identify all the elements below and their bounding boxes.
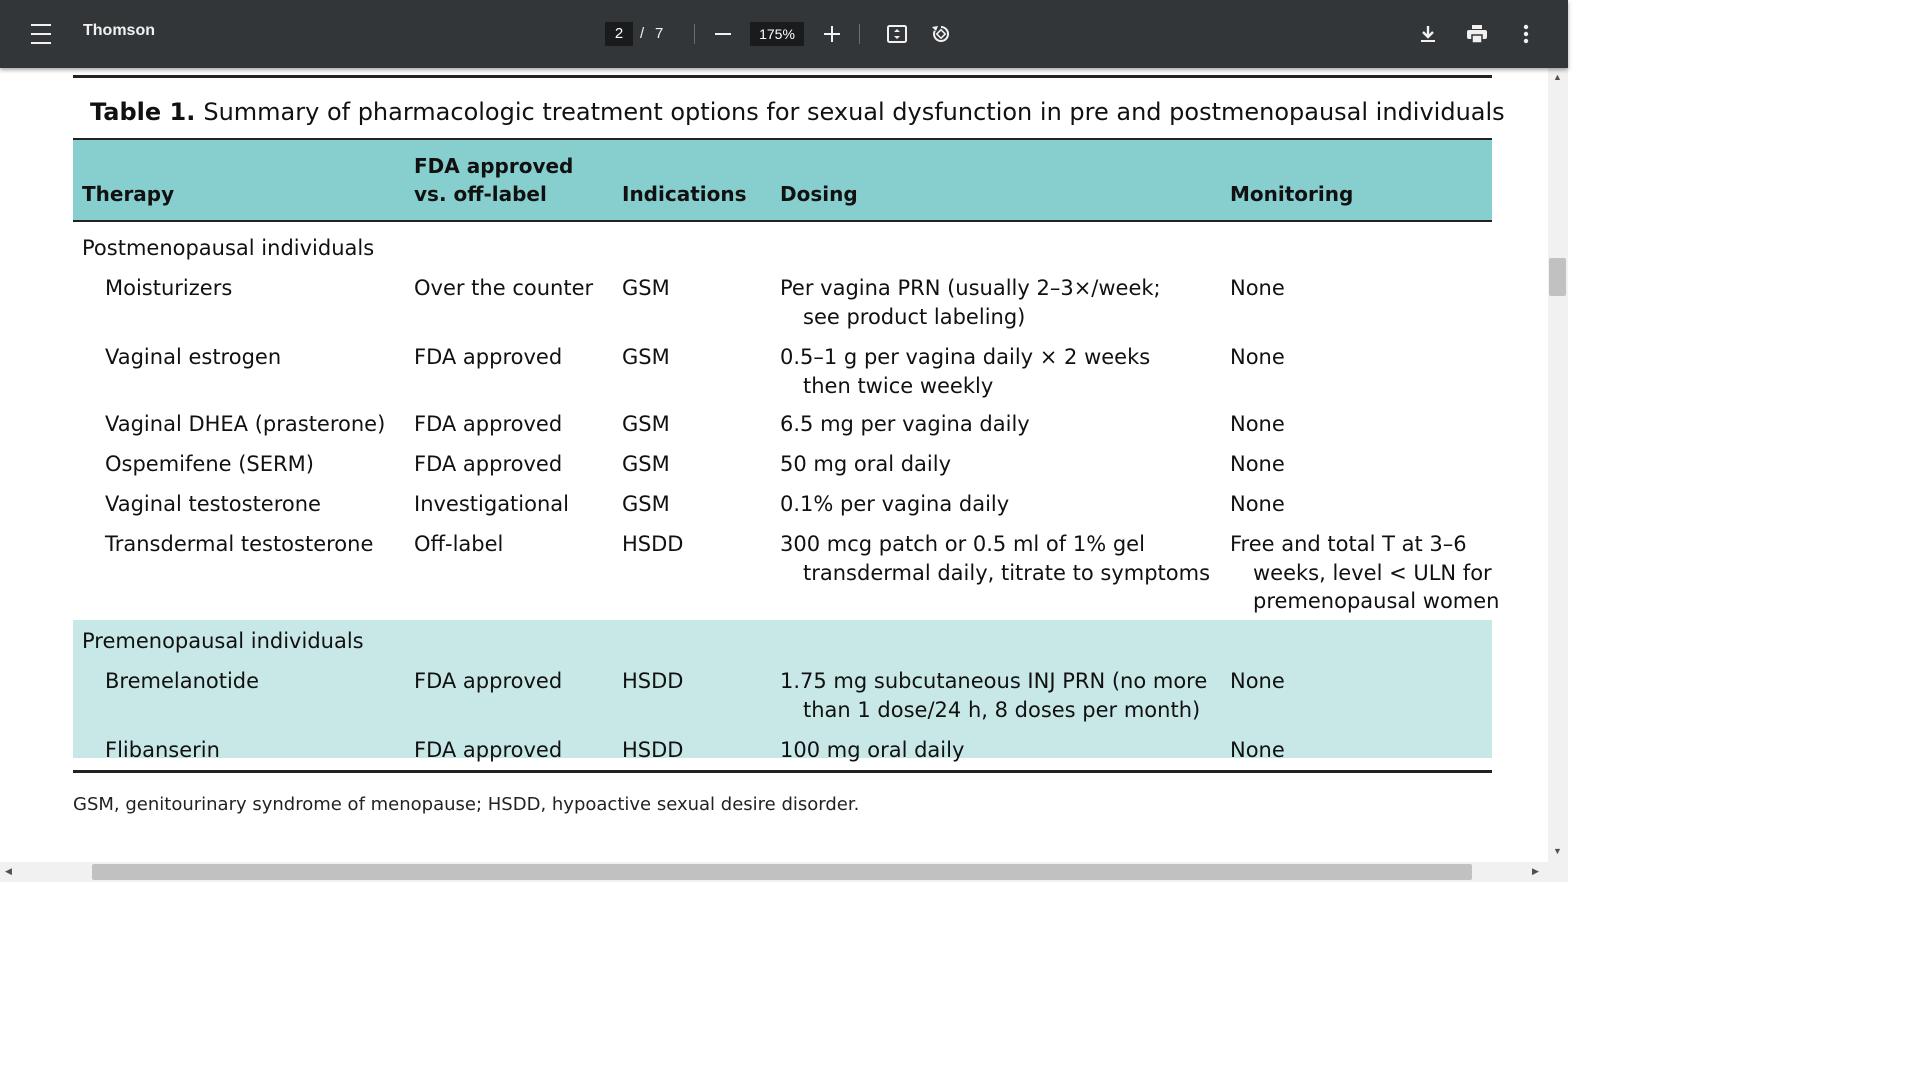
table-row-therapy: Vaginal estrogen xyxy=(105,345,282,369)
table-row-monitoring xyxy=(1230,530,1500,616)
table-footnote: GSM, genitourinary syndrome of menopause; HSDD, hypoactive sexual desire disorder. xyxy=(73,794,860,815)
table-row-indication: GSM xyxy=(622,345,670,369)
table-row-monitoring: None xyxy=(1230,492,1285,516)
table-caption xyxy=(90,98,1505,126)
horizontal-scroll-thumb[interactable] xyxy=(92,864,1472,880)
header-fda-line2: vs. off-label xyxy=(414,182,547,206)
table-row-dosing xyxy=(780,667,1207,724)
vertical-scroll-thumb[interactable] xyxy=(1549,258,1566,296)
table-row-dosing: 100 mg oral daily xyxy=(780,738,965,762)
header-fda-line1: FDA approved xyxy=(414,154,574,178)
scroll-down-arrow-icon[interactable]: ▼ xyxy=(1553,846,1562,856)
section-title: Postmenopausal individuals xyxy=(82,236,375,260)
table-row-indication: HSDD xyxy=(622,669,684,693)
table-bottom-rule xyxy=(73,770,1492,773)
table-row-dosing: 50 mg oral daily xyxy=(780,452,952,476)
zoom-in-icon[interactable] xyxy=(820,24,844,44)
monitoring-line: weeks, level < ULN for xyxy=(1253,560,1492,585)
pdf-toolbar xyxy=(0,0,1568,68)
table-row-fda: FDA approved xyxy=(414,345,563,369)
table-row-monitoring: None xyxy=(1230,738,1285,762)
table-row-therapy: Transdermal testosterone xyxy=(105,532,374,556)
table-row-therapy: Flibanserin xyxy=(105,738,220,762)
table-row-dosing xyxy=(780,530,1210,587)
table-row-indication: HSDD xyxy=(622,532,684,556)
monitoring-line: premenopausal women xyxy=(1253,589,1500,613)
fit-page-icon[interactable] xyxy=(884,22,910,46)
table-row-dosing xyxy=(780,274,1161,331)
dosing-line: 1.75 mg subcutaneous INJ PRN (no more xyxy=(780,669,1208,693)
header-dosing: Dosing xyxy=(780,182,858,206)
table-row-indication: HSDD xyxy=(622,738,684,762)
document-title: Thomson xyxy=(83,22,155,39)
dosing-line: see product labeling) xyxy=(803,304,1026,329)
table-row-therapy: Moisturizers xyxy=(105,276,233,300)
table-row-fda: Investigational xyxy=(414,492,569,516)
table-row-dosing: 0.1% per vagina daily xyxy=(780,492,1010,516)
pdf-page xyxy=(0,68,1548,862)
table-row-indication: GSM xyxy=(622,276,670,300)
table-row-monitoring: None xyxy=(1230,669,1285,693)
zoom-out-icon[interactable] xyxy=(711,24,735,44)
more-vert-icon[interactable] xyxy=(1514,22,1538,46)
dosing-line: then twice weekly xyxy=(803,373,994,398)
toolbar-divider xyxy=(859,24,860,44)
header-fda xyxy=(414,152,573,208)
download-icon[interactable] xyxy=(1416,22,1440,46)
table-row-fda: FDA approved xyxy=(414,738,563,762)
table-row-fda: FDA approved xyxy=(414,452,563,476)
table-row-indication: GSM xyxy=(622,452,670,476)
table-row-monitoring: None xyxy=(1230,276,1285,300)
table-row-fda: Over the counter xyxy=(414,276,594,300)
table-row-dosing: 6.5 mg per vagina daily xyxy=(780,412,1030,436)
dosing-line: transdermal daily, titrate to symptoms xyxy=(803,560,1211,585)
scroll-up-arrow-icon[interactable]: ▲ xyxy=(1553,72,1562,82)
dosing-line: 0.5–1 g per vagina daily × 2 weeks xyxy=(780,345,1151,369)
table-row-monitoring: None xyxy=(1230,412,1285,436)
table-caption-text: Summary of pharmacologic treatment options for sexual dysfunction in pre and postmenopausal individuals xyxy=(203,98,1505,126)
table-row-monitoring: None xyxy=(1230,452,1285,476)
table-row-therapy: Vaginal testosterone xyxy=(105,492,321,516)
table-row-monitoring: None xyxy=(1230,345,1285,369)
table-row-indication: GSM xyxy=(622,492,670,516)
table-row-indication: GSM xyxy=(622,412,670,436)
menu-icon[interactable] xyxy=(28,24,54,44)
page-number-input[interactable] xyxy=(605,22,633,46)
table-row-therapy: Vaginal DHEA (prasterone) xyxy=(105,412,386,436)
rotate-icon[interactable] xyxy=(928,22,954,46)
table-row-fda: Off-label xyxy=(414,532,504,556)
table-caption-label: Table 1. xyxy=(90,98,196,126)
page-separator: / xyxy=(640,25,645,42)
monitoring-line: Free and total T at 3–6 xyxy=(1230,532,1467,556)
header-monitoring: Monitoring xyxy=(1230,182,1354,206)
table-row-therapy: Ospemifene (SERM) xyxy=(105,452,314,476)
dosing-line: 300 mcg patch or 0.5 ml of 1% gel xyxy=(780,532,1145,556)
page-total: 7 xyxy=(655,25,664,42)
table-row-therapy: Bremelanotide xyxy=(105,669,260,693)
table-row-fda: FDA approved xyxy=(414,669,563,693)
dosing-line: than 1 dose/24 h, 8 doses per month) xyxy=(803,697,1201,722)
section-title: Premenopausal individuals xyxy=(82,629,364,653)
table-top-rule xyxy=(73,75,1492,78)
print-icon[interactable] xyxy=(1464,22,1490,46)
table-row-dosing xyxy=(780,343,1150,400)
table-row-fda: FDA approved xyxy=(414,412,563,436)
dosing-line: Per vagina PRN (usually 2–3×/week; xyxy=(780,276,1161,300)
zoom-level-input[interactable] xyxy=(750,22,804,46)
scroll-right-arrow-icon[interactable]: ▶ xyxy=(1532,866,1539,876)
vertical-scrollbar[interactable] xyxy=(1548,68,1568,862)
toolbar-divider xyxy=(694,24,695,44)
scroll-left-arrow-icon[interactable]: ◀ xyxy=(5,866,12,876)
header-indications: Indications xyxy=(622,182,747,206)
header-therapy: Therapy xyxy=(82,182,175,206)
